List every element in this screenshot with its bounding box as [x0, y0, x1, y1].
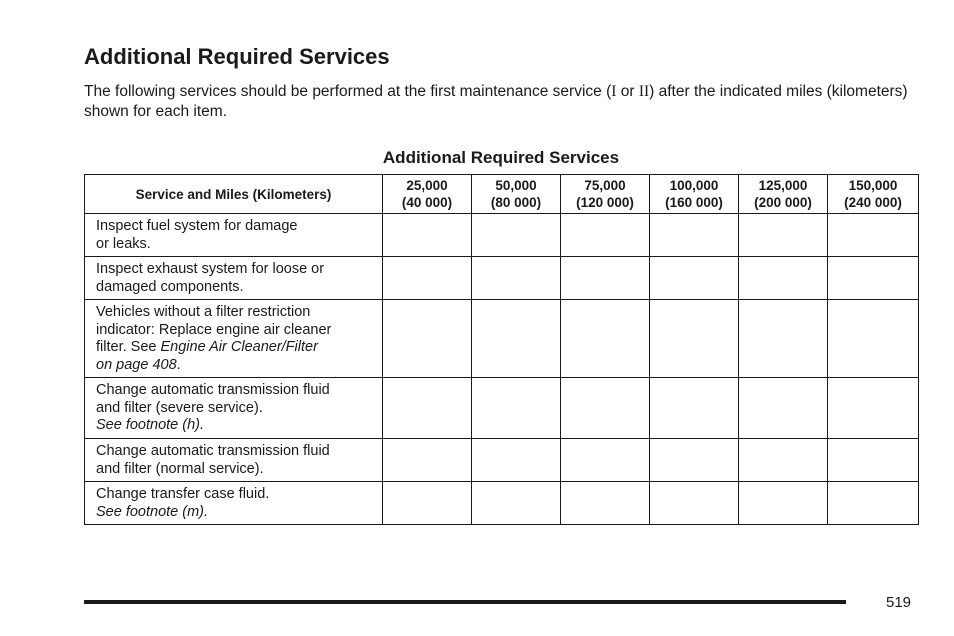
page-number: 519 — [886, 594, 912, 611]
item-text: Inspect exhaust system for loose or — [96, 261, 325, 277]
schedule-cell — [828, 378, 919, 439]
item-text: damaged components. — [96, 278, 244, 295]
interval-km: (200 000) — [754, 195, 812, 210]
intro-roman-two: II — [638, 83, 650, 100]
table-row — [85, 214, 919, 257]
table-row — [85, 300, 919, 378]
schedule-cell — [561, 482, 650, 525]
item-text: Vehicles without a filter restriction — [96, 304, 311, 320]
item-reference: See footnote (h). — [96, 417, 205, 433]
table-header-row — [85, 175, 919, 214]
service-item-transmission-normal — [85, 439, 383, 482]
item-text: indicator: Replace engine air cleaner — [96, 321, 332, 338]
header-interval-125000 — [739, 175, 828, 214]
schedule-cell — [739, 214, 828, 257]
schedule-cell — [650, 214, 739, 257]
item-reference: on page 408 — [96, 356, 177, 373]
header-interval-100000 — [650, 175, 739, 214]
interval-miles: 50,000 — [495, 178, 537, 193]
schedule-cell — [828, 439, 919, 482]
intro-roman-one: I — [611, 83, 617, 100]
item-text: Change transfer case fluid. — [96, 486, 270, 502]
schedule-cell — [561, 300, 650, 378]
schedule-cell — [739, 257, 828, 300]
service-item-fuel-system — [85, 214, 383, 257]
schedule-cell — [472, 439, 561, 482]
schedule-cell — [650, 482, 739, 525]
schedule-cell — [561, 378, 650, 439]
header-interval-75000 — [561, 175, 650, 214]
interval-km: (40 000) — [401, 195, 453, 210]
header-interval-25000 — [383, 175, 472, 214]
intro-text-start: The following services should be performed at the first maintenance service ( — [84, 83, 612, 100]
schedule-cell — [828, 257, 919, 300]
header-interval-150000 — [828, 175, 919, 214]
item-text: and filter (normal service). — [96, 460, 264, 477]
service-item-transmission-severe — [85, 378, 383, 439]
schedule-cell — [383, 439, 472, 482]
table-row — [85, 378, 919, 439]
interval-km: (80 000) — [490, 195, 542, 210]
schedule-cell — [383, 214, 472, 257]
interval-miles: 150,000 — [848, 178, 898, 193]
schedule-cell — [472, 214, 561, 257]
schedule-cell — [739, 300, 828, 378]
schedule-cell — [739, 439, 828, 482]
schedule-cell — [739, 378, 828, 439]
header-interval-50000 — [472, 175, 561, 214]
service-item-transfer-case — [85, 482, 383, 525]
schedule-cell — [650, 300, 739, 378]
item-text: Change automatic transmission fluid — [96, 382, 330, 398]
item-reference: See footnote (m). — [96, 503, 209, 520]
intro-text-or: or — [616, 83, 639, 100]
item-reference: Engine Air Cleaner/Filter — [160, 339, 318, 355]
service-item-exhaust-system — [85, 257, 383, 300]
interval-km: (120 000) — [576, 195, 634, 210]
schedule-cell — [383, 482, 472, 525]
interval-km: (240 000) — [844, 195, 902, 210]
schedule-cell — [383, 378, 472, 439]
schedule-cell — [472, 378, 561, 439]
schedule-cell — [828, 300, 919, 378]
item-text: or leaks. — [96, 235, 151, 252]
schedule-cell — [561, 214, 650, 257]
schedule-cell — [561, 257, 650, 300]
intro-text-end: ) after the indicated miles (kilometers) shown for each item. — [84, 83, 908, 120]
schedule-cell — [828, 214, 919, 257]
schedule-cell — [383, 257, 472, 300]
service-item-air-cleaner — [85, 300, 383, 378]
table-row — [85, 439, 919, 482]
footer-rule — [84, 600, 846, 604]
schedule-cell — [828, 482, 919, 525]
schedule-cell — [472, 482, 561, 525]
interval-miles: 100,000 — [669, 178, 719, 193]
item-text: Inspect fuel system for damage — [96, 218, 298, 234]
item-text: and filter (severe service). — [96, 399, 263, 416]
schedule-cell — [472, 300, 561, 378]
schedule-cell — [739, 482, 828, 525]
schedule-cell — [650, 378, 739, 439]
schedule-cell — [472, 257, 561, 300]
table-caption: Additional Required Services — [382, 148, 620, 167]
schedule-cell — [383, 300, 472, 378]
schedule-cell — [650, 439, 739, 482]
item-text: Change automatic transmission fluid — [96, 443, 330, 459]
services-table — [84, 174, 919, 525]
table-row — [85, 257, 919, 300]
header-service: Service and Miles (Kilometers) — [85, 175, 383, 214]
interval-miles: 25,000 — [406, 178, 448, 193]
page-title: Additional Required Services — [84, 44, 390, 69]
interval-km: (160 000) — [665, 195, 723, 210]
item-text: filter. See — [96, 339, 161, 355]
table-row — [85, 482, 919, 525]
schedule-cell — [650, 257, 739, 300]
interval-miles: 125,000 — [758, 178, 808, 193]
item-text: . — [176, 356, 181, 373]
interval-miles: 75,000 — [584, 178, 626, 193]
schedule-cell — [561, 439, 650, 482]
intro-paragraph — [84, 82, 919, 122]
